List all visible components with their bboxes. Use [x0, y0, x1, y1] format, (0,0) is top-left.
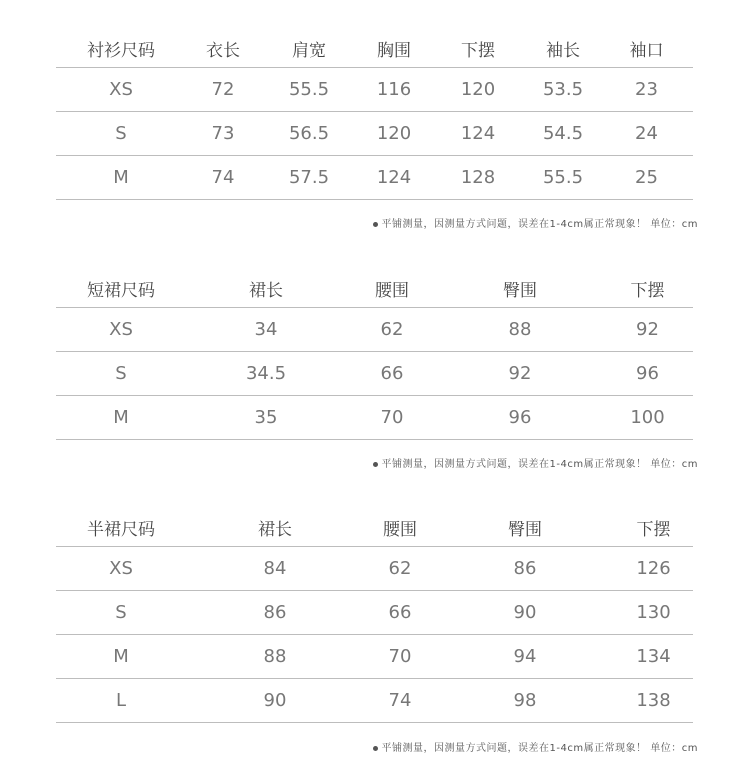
table-cell: 56.5	[260, 112, 358, 156]
shirt-size-table	[56, 29, 693, 200]
table-cell: 96	[602, 352, 693, 396]
table-cell: 55.5	[526, 156, 600, 200]
table-cell: 57.5	[260, 156, 358, 200]
measurement-note	[373, 455, 699, 470]
table-cell: 100	[602, 396, 693, 440]
table-cell: 53.5	[526, 68, 600, 112]
table-cell: 90	[186, 679, 364, 723]
table-cell: M	[56, 156, 186, 200]
table-cell: 70	[346, 396, 438, 440]
table-cell: 25	[600, 156, 693, 200]
half-skirt-size-table	[56, 508, 693, 723]
header-cell: 腰围	[364, 508, 436, 547]
table-cell: 34	[186, 308, 346, 352]
table-cell: 55.5	[260, 68, 358, 112]
table-cell: 128	[430, 156, 526, 200]
table-cell: XS	[56, 308, 186, 352]
table-row	[56, 352, 693, 396]
table-cell: 130	[614, 591, 693, 635]
header-cell: 下摆	[602, 269, 693, 308]
table-header-row	[56, 269, 693, 308]
header-cell: 袖长	[526, 29, 600, 68]
table-cell: 88	[438, 308, 602, 352]
table-cell: 54.5	[526, 112, 600, 156]
bullet-icon	[373, 746, 378, 751]
table-cell: 116	[358, 68, 430, 112]
table-cell: 66	[346, 352, 438, 396]
table-cell: 23	[600, 68, 693, 112]
table-cell: 92	[602, 308, 693, 352]
header-cell: 下摆	[430, 29, 526, 68]
table-cell: S	[56, 112, 186, 156]
table-row	[56, 68, 693, 112]
table-cell: 24	[600, 112, 693, 156]
table-cell: XS	[56, 547, 186, 591]
table-cell: 84	[186, 547, 364, 591]
table-cell: 62	[364, 547, 436, 591]
table-cell: 92	[438, 352, 602, 396]
header-cell: 短裙尺码	[56, 269, 186, 308]
table-cell: 34.5	[186, 352, 346, 396]
table-row	[56, 396, 693, 440]
table-cell: 86	[186, 591, 364, 635]
table-cell: 138	[614, 679, 693, 723]
header-cell: 半裙尺码	[56, 508, 186, 547]
table-row	[56, 591, 693, 635]
table-row	[56, 547, 693, 591]
table-cell: S	[56, 352, 186, 396]
table-row	[56, 112, 693, 156]
table-cell: 73	[186, 112, 260, 156]
table-cell: 134	[614, 635, 693, 679]
table-cell: 124	[358, 156, 430, 200]
table-row	[56, 679, 693, 723]
bullet-icon	[373, 462, 378, 467]
table-cell: 96	[438, 396, 602, 440]
header-cell: 裙长	[186, 508, 364, 547]
table-cell: S	[56, 591, 186, 635]
note-text: 平铺测量，因测量方式问题，误差在1-4cm属正常现象！ 单位：cm	[381, 459, 698, 470]
header-cell: 胸围	[358, 29, 430, 68]
note-text: 平铺测量，因测量方式问题，误差在1-4cm属正常现象！ 单位：cm	[381, 219, 698, 230]
bullet-icon	[373, 222, 378, 227]
table-cell: XS	[56, 68, 186, 112]
table-cell: 74	[186, 156, 260, 200]
table-cell: 72	[186, 68, 260, 112]
table-cell: 120	[358, 112, 430, 156]
measurement-note	[373, 215, 699, 230]
table-cell: 35	[186, 396, 346, 440]
table-cell: 88	[186, 635, 364, 679]
table-cell: 66	[364, 591, 436, 635]
table-cell: M	[56, 396, 186, 440]
table-cell: 124	[430, 112, 526, 156]
header-cell: 下摆	[614, 508, 693, 547]
skort-size-table	[56, 269, 693, 440]
header-cell: 肩宽	[260, 29, 358, 68]
table-row	[56, 635, 693, 679]
table-cell: 126	[614, 547, 693, 591]
table-row	[56, 156, 693, 200]
table-cell: M	[56, 635, 186, 679]
table-cell: L	[56, 679, 186, 723]
table-cell: 90	[436, 591, 614, 635]
table-cell: 70	[364, 635, 436, 679]
table-header-row	[56, 29, 693, 68]
header-cell: 衬衫尺码	[56, 29, 186, 68]
table-cell: 74	[364, 679, 436, 723]
header-cell: 臀围	[436, 508, 614, 547]
header-cell: 腰围	[346, 269, 438, 308]
measurement-note	[373, 739, 699, 754]
table-cell: 62	[346, 308, 438, 352]
table-row	[56, 308, 693, 352]
header-cell: 衣长	[186, 29, 260, 68]
header-cell: 臀围	[438, 269, 602, 308]
table-cell: 120	[430, 68, 526, 112]
table-cell: 94	[436, 635, 614, 679]
table-header-row	[56, 508, 693, 547]
header-cell: 裙长	[186, 269, 346, 308]
header-cell: 袖口	[600, 29, 693, 68]
note-text: 平铺测量，因测量方式问题，误差在1-4cm属正常现象！ 单位：cm	[381, 743, 698, 754]
table-cell: 98	[436, 679, 614, 723]
table-cell: 86	[436, 547, 614, 591]
